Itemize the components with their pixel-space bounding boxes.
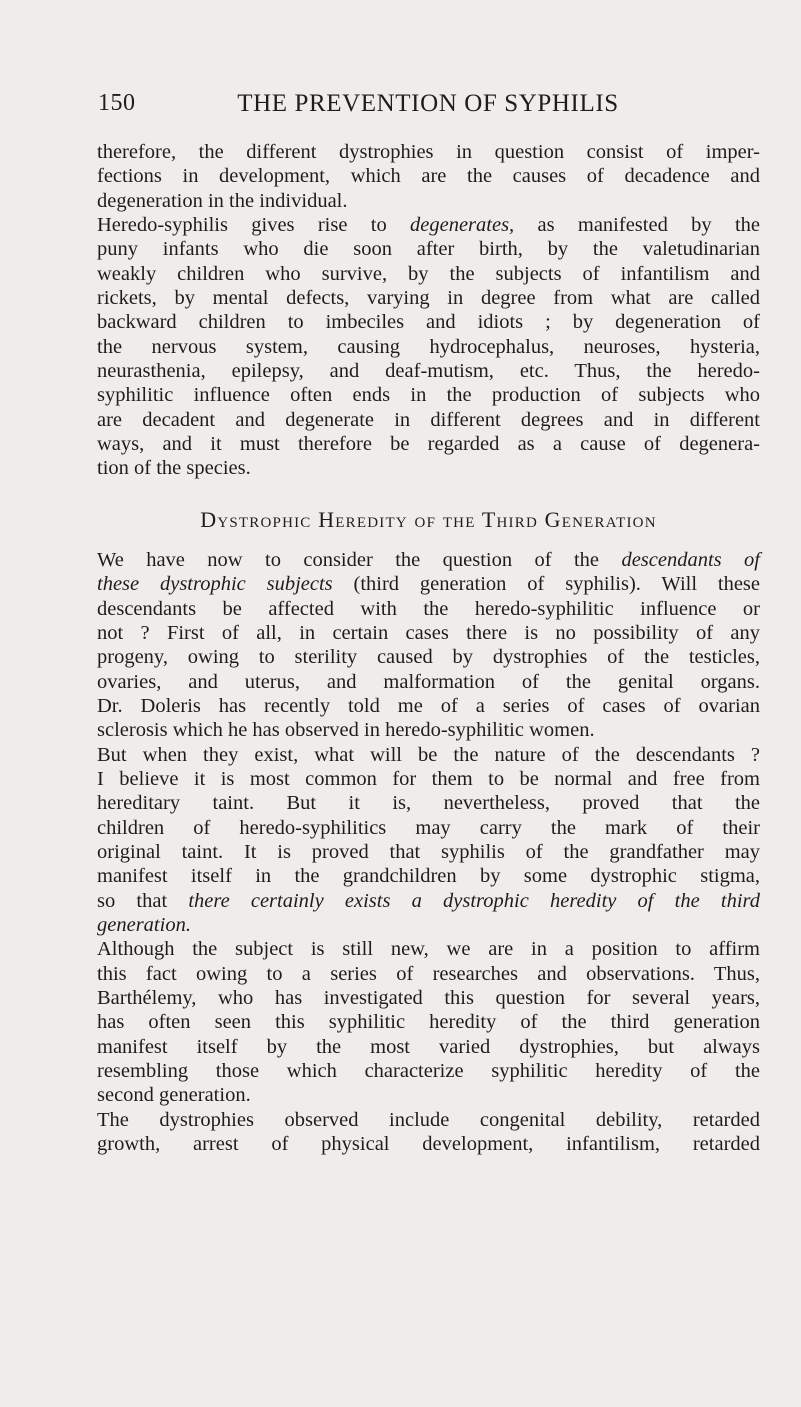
text-line: descendants be affected with the heredo-syphilitic influence or [97,597,760,620]
text-line [97,572,760,596]
text-line: But when they exist, what will be the nature of the descendants ? [97,743,760,766]
italic-term: these dystrophic subjects [97,573,333,596]
text-line: the nervous system, causing hydrocephalus, neuroses, hysteria, [97,335,760,358]
text-line: syphilitic influence often ends in the production of subjects who [97,384,760,407]
text-line [97,548,760,572]
text-line: resembling those which characterize syphilitic heredity of the [97,1060,760,1083]
paragraph-4 [97,743,760,938]
text-line: puny infants who die soon after birth, by the valetudinarian [97,238,760,261]
paragraph-5 [97,937,760,1107]
text-line: Barthélemy, who has investigated this question for several years, [97,987,760,1009]
text-line: therefore, the different dystrophies in question consist of imper- [97,141,760,163]
text-segment: Heredo-syphilis gives rise to [97,214,411,237]
text-line: manifest itself in the grandchildren by some dystrophic stigma, [97,865,760,888]
italic-term: descendants of [621,548,760,571]
text-line: sclerosis which he has observed in heredo-syphilitic women. [97,719,595,742]
text-line: are decadent and degenerate in different degrees and in different [97,408,760,431]
text-line: fections in development, which are the causes of decadence and [97,165,760,188]
text-line: not ? First of all, in certain cases there is no possibility of any [97,621,760,644]
text-segment: so that [97,889,189,912]
text-line: I believe it is most common for them to be normal and free from [97,767,760,790]
text-line: has often seen this syphilitic heredity of the third generation [97,1011,760,1034]
text-line: rickets, by mental defects, varying in degree from what are called [97,287,760,310]
italic-phrase: there certainly exists a dystrophic heredity of the third [188,889,760,912]
text-line: ovaries, and uterus, and malformation of the genital organs. [97,670,760,693]
text-line: backward children to imbeciles and idiots ; by degeneration of [97,311,760,334]
section-heading: Dystrophic Heredity of the Third Generation [200,506,657,532]
text-line: Dr. Doleris has recently told me of a series of cases of ovarian [97,694,760,717]
text-segment: (third generation of syphilis). Will these [332,573,760,596]
italic-phrase: generation. [97,913,191,936]
text-line: children of heredo-syphilitics may carry the mark of their [97,816,760,839]
text-line: Although the subject is still new, we are in a position to affirm [97,938,760,961]
paragraph-3 [97,548,760,743]
text-line: ways, and it must therefore be regarded as a cause of degenera- [97,433,760,456]
italic-term: degenerates, [410,214,515,237]
page-header [98,90,758,130]
text-line: manifest itself by the most varied dystrophies, but always [97,1035,760,1058]
text-line: progeny, owing to sterility caused by dystrophies of the testicles, [97,646,760,669]
text-line [97,889,760,913]
text-line: hereditary taint. But it is, nevertheless, proved that the [97,792,760,815]
text-line: degeneration in the individual. [97,189,348,212]
text-line [97,213,760,237]
text-line: this fact owing to a series of researches and observations. Thus, [97,962,760,985]
text-line: growth, arrest of physical development, infantilism, retarded [97,1133,760,1156]
paragraph-2 [97,213,760,481]
text-line: weakly children who survive, by the subjects of infantilism and [97,262,760,285]
text-line: neurasthenia, epilepsy, and deaf-mutism, etc. Thus, the heredo- [97,360,760,383]
text-segment: We have now to consider the question of the [97,548,622,571]
body-text [97,140,760,1156]
text-line [97,913,760,937]
paragraph-6 [97,1108,760,1157]
text-line: second generation. [97,1084,251,1107]
running-title: THE PREVENTION OF SYPHILIS [237,90,619,117]
page-number: 150 [98,90,136,116]
text-line: tion of the species. [97,457,251,480]
text-line: The dystrophies observed include congenital debility, retarded [97,1108,760,1131]
text-segment: as manifested by the [514,214,760,237]
text-line: original taint. It is proved that syphilis of the grandfather may [97,840,760,863]
paragraph-1 [97,140,760,213]
